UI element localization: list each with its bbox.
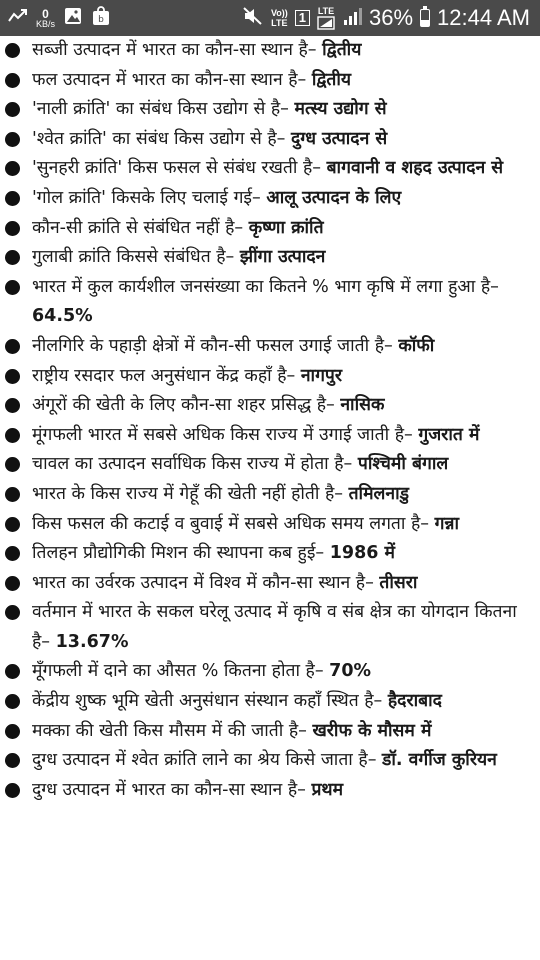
question-text: 'सुनहरी क्रांति' किस फसल से संबंध रखती है– — [32, 158, 327, 179]
list-item — [32, 776, 534, 806]
question-text: वर्तमान में भारत के सकल घरेलू उत्पाद में कृषि व संब क्षेत्र का योगदान कितना है– — [32, 602, 517, 652]
answer-text: 64.5% — [32, 306, 93, 327]
list-item — [32, 391, 534, 421]
question-text: 'गोल क्रांति' किसके लिए चलाई गई– — [32, 187, 267, 208]
question-text: अंगूरों की खेती के लिए कौन-सा शहर प्रसिद्ध है– — [32, 395, 341, 416]
question-text: फल उत्पादन में भारत का कौन-सा स्थान है– — [32, 69, 312, 90]
list-item — [32, 125, 534, 155]
answer-text: गन्ना — [434, 513, 459, 534]
volte-sub: LTE — [271, 18, 288, 28]
list-item — [32, 421, 534, 451]
question-text: 'नाली क्रांति' का संबंध किस उद्योग से है– — [32, 99, 295, 120]
answer-text: तीसरा — [379, 572, 418, 593]
list-item — [32, 598, 534, 657]
list-item — [32, 362, 534, 392]
volte-indicator — [271, 8, 288, 28]
answer-text: मत्स्य उद्योग से — [294, 99, 387, 120]
list-item — [32, 66, 534, 96]
answer-text: खरीफ के मौसम में — [312, 720, 432, 741]
qa-list — [0, 36, 540, 805]
question-text: 'श्वेत क्रांति' का संबंध किस उद्योग से है– — [32, 128, 291, 149]
answer-text: कृष्णा क्रांति — [248, 217, 324, 238]
question-text: राष्ट्रीय रसदार फल अनुसंधान केंद्र कहाँ है– — [32, 365, 301, 386]
answer-text: दुग्ध उत्पादन से — [290, 128, 388, 149]
question-text: दुग्ध उत्पादन में भारत का कौन-सा स्थान है– — [32, 779, 312, 800]
list-item — [32, 154, 534, 184]
list-item — [32, 687, 534, 717]
question-text: नीलगिरि के पहाड़ी क्षेत्रों में कौन-सी फसल उगाई जाती है– — [32, 335, 399, 356]
answer-text: प्रथम — [311, 779, 344, 800]
bottom-fade — [0, 948, 540, 960]
list-item — [32, 214, 534, 244]
list-item — [32, 36, 534, 66]
answer-text: नासिक — [340, 395, 385, 416]
list-item — [32, 717, 534, 747]
list-item — [32, 273, 534, 332]
status-bar-left — [8, 6, 111, 31]
lte-label: LTE — [317, 6, 335, 16]
list-item — [32, 95, 534, 125]
question-text: किस फसल की कटाई व बुवाई में सबसे अधिक समय लगता है– — [32, 513, 435, 534]
answer-text: तमिलनाडु — [348, 483, 410, 504]
content-area[interactable] — [0, 36, 540, 960]
answer-text: गुजरात में — [418, 424, 480, 445]
list-item — [32, 243, 534, 273]
question-text: दुग्ध उत्पादन में श्वेत क्रांति लाने का श्रेय किसे जाता है– — [32, 750, 383, 771]
question-text: सब्जी उत्पादन में भारत का कौन-सा स्थान है– — [32, 40, 323, 60]
list-item — [32, 746, 534, 776]
question-text: मूंगफली भारत में सबसे अधिक किस राज्य में उगाई जाती है– — [32, 424, 419, 445]
question-text: तिलहन प्रौद्योगिकी मिशन की स्थापना कब हुई– — [32, 543, 330, 564]
answer-text: 1986 में — [329, 543, 395, 564]
answer-text: हैदराबाद — [387, 691, 442, 712]
answer-text: 70% — [329, 661, 372, 682]
list-item — [32, 450, 534, 480]
list-item — [32, 480, 534, 510]
volte-label: Vo)) — [270, 8, 288, 18]
battery-icon — [420, 9, 430, 27]
answer-text: डॉ. वर्गीज कुरियन — [382, 750, 497, 771]
lte-indicator — [317, 6, 335, 30]
list-item — [32, 569, 534, 599]
question-text: केंद्रीय शुष्क भूमि खेती अनुसंधान संस्थान कहाँ स्थित है– — [32, 691, 388, 712]
answer-text: द्वितीय — [311, 69, 352, 90]
answer-text: नागपुर — [300, 365, 343, 386]
signal-box-icon — [317, 16, 335, 30]
question-text: चावल का उत्पादन सर्वाधिक किस राज्य में होता है– — [32, 454, 358, 475]
trend-icon — [8, 8, 28, 29]
answer-text: कॉफी — [398, 335, 435, 356]
battery-fill — [421, 20, 429, 26]
network-speed-unit: KB/s — [36, 18, 56, 29]
battery-percent: 36% — [369, 5, 414, 30]
answer-text: द्वितीय — [322, 40, 362, 60]
list-item — [32, 657, 534, 687]
clock: 12:44 AM — [437, 5, 530, 30]
question-text: गुलाबी क्रांति किससे संबंधित है– — [32, 247, 240, 268]
answer-text: आलू उत्पादन के लिए — [266, 187, 402, 208]
question-text: मूँगफली में दाने का औसत % कितना होता है– — [32, 661, 330, 682]
status-bar-right — [242, 5, 530, 31]
network-speed-value: 0 — [42, 6, 49, 21]
answer-text: पश्चिमी बंगाल — [357, 454, 449, 475]
answer-text: झींगा उत्पादन — [239, 247, 326, 268]
svg-text:b: b — [98, 14, 104, 25]
signal-icon — [342, 6, 362, 31]
image-icon — [63, 6, 83, 31]
question-text: भारत का उर्वरक उत्पादन में विश्व में कौन-सा स्थान है– — [32, 572, 380, 593]
list-item — [32, 539, 534, 569]
shopping-bag-icon — [91, 6, 111, 31]
sim-badge: 1 — [295, 10, 310, 26]
network-speed — [36, 8, 55, 29]
question-text: भारत के किस राज्य में गेहूँ की खेती नहीं होती है– — [32, 483, 349, 504]
answer-text: 13.67% — [55, 631, 129, 652]
list-item — [32, 510, 534, 540]
question-text: मक्का की खेती किस मौसम में की जाती है– — [32, 720, 313, 741]
list-item — [32, 332, 534, 362]
answer-text: बागवानी व शहद उत्पादन से — [326, 158, 504, 179]
mute-icon — [242, 6, 264, 31]
list-item — [32, 184, 534, 214]
question-text: भारत में कुल कार्यशील जनसंख्या का कितने % भाग कृषि में लगा हुआ है– — [32, 276, 499, 297]
question-text: कौन-सी क्रांति से संबंधित नहीं है– — [32, 217, 249, 238]
status-bar — [0, 0, 540, 36]
